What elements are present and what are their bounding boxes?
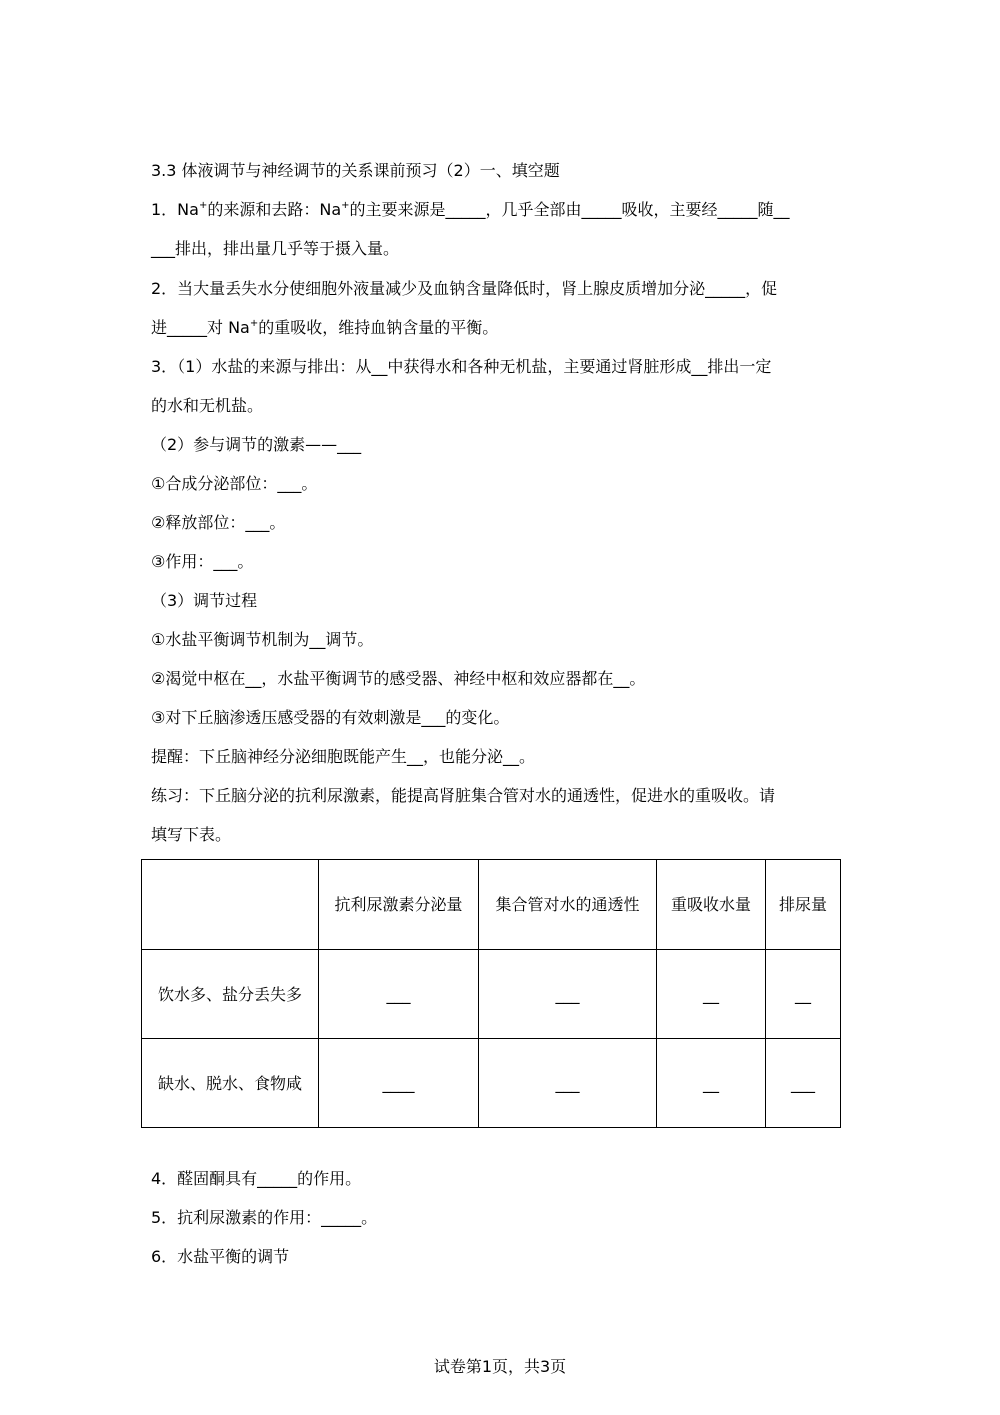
exercise-line-2: 填写下表。	[151, 825, 232, 844]
table-cell: __	[657, 1039, 766, 1128]
table-header-cell: 排尿量	[766, 860, 841, 950]
question-1-line-2: ___排出，排出量几乎等于摄入量。	[151, 239, 400, 258]
question-5: 5．抗利尿激素的作用：_____。	[151, 1208, 378, 1227]
q1-superscript-1: +	[198, 200, 208, 211]
table-header-cell	[142, 860, 319, 950]
question-3-thirst-center: ②渴觉中枢在__，水盐平衡调节的感受器、神经中枢和效应器都在__。	[151, 669, 646, 688]
question-3-process-heading: （3）调节过程	[151, 591, 258, 610]
question-3-hormone: （2）参与调节的激素——___	[151, 435, 362, 454]
q1-rest: 的主要来源是_____，几乎全部由_____吸收，主要经_____随__	[349, 200, 790, 219]
table-row	[142, 1039, 841, 1128]
reminder-note: 提醒：下丘脑神经分泌细胞既能产生__，也能分泌__。	[151, 747, 536, 766]
table-cell: ___	[766, 1039, 841, 1128]
question-3-line-1: 3．（1）水盐的来源与排出：从__中获得水和各种无机盐，主要通过肾脏形成__排出一定	[151, 357, 772, 376]
q2-rest: 的重吸收，维持血钠含量的平衡。	[258, 318, 499, 337]
table-cell: ___	[319, 950, 479, 1039]
question-6: 6．水盐平衡的调节	[151, 1247, 290, 1266]
table-cell: __	[657, 950, 766, 1039]
table-cell: ___	[479, 950, 657, 1039]
section-title: 3.3 体液调节与神经调节的关系课前预习（2）一、填空题	[151, 161, 560, 180]
exercise-line-1: 练习：下丘脑分泌的抗利尿激素，能提高肾脏集合管对水的通透性，促进水的重吸收。请	[151, 786, 776, 805]
table-cell: ___	[479, 1039, 657, 1128]
table-cell: __	[766, 950, 841, 1039]
question-3-release-site: ②释放部位：___。	[151, 513, 286, 532]
question-2-line-2	[151, 317, 498, 339]
table-header-cell: 重吸收水量	[657, 860, 766, 950]
question-3-stimulus: ③对下丘脑渗透压感受器的有效刺激是___的变化。	[151, 708, 510, 727]
question-3-function: ③作用：___。	[151, 552, 254, 571]
q2-superscript: +	[249, 318, 259, 329]
table-header-cell: 集合管对水的通透性	[479, 860, 657, 950]
question-3-synthesis-site: ①合成分泌部位：___。	[151, 474, 318, 493]
q1-middle: 的来源和去路：Na	[207, 200, 342, 219]
answer-table	[141, 859, 841, 1128]
question-3-line-2: 的水和无机盐。	[151, 396, 264, 415]
table-header-cell: 抗利尿激素分泌量	[319, 860, 479, 950]
q1-prefix: 1．Na	[151, 200, 199, 219]
question-2-line-1: 2．当大量丢失水分使细胞外液量减少及血钠含量降低时，肾上腺皮质增加分泌_____，促	[151, 279, 778, 298]
table-cell: 饮水多、盐分丢失多	[142, 950, 319, 1039]
table-header-row	[142, 860, 841, 950]
table-cell: 缺水、脱水、食物咸	[142, 1039, 319, 1128]
question-4: 4．醛固酮具有_____的作用。	[151, 1169, 362, 1188]
table-cell: ____	[319, 1039, 479, 1128]
table-row	[142, 950, 841, 1039]
question-3-mechanism: ①水盐平衡调节机制为__调节。	[151, 630, 374, 649]
q2-prefix: 进_____对 Na	[151, 318, 250, 337]
page-footer: 试卷第1页，共3页	[433, 1357, 567, 1376]
q1-superscript-2: +	[341, 200, 350, 211]
question-1-line-1	[151, 199, 790, 221]
